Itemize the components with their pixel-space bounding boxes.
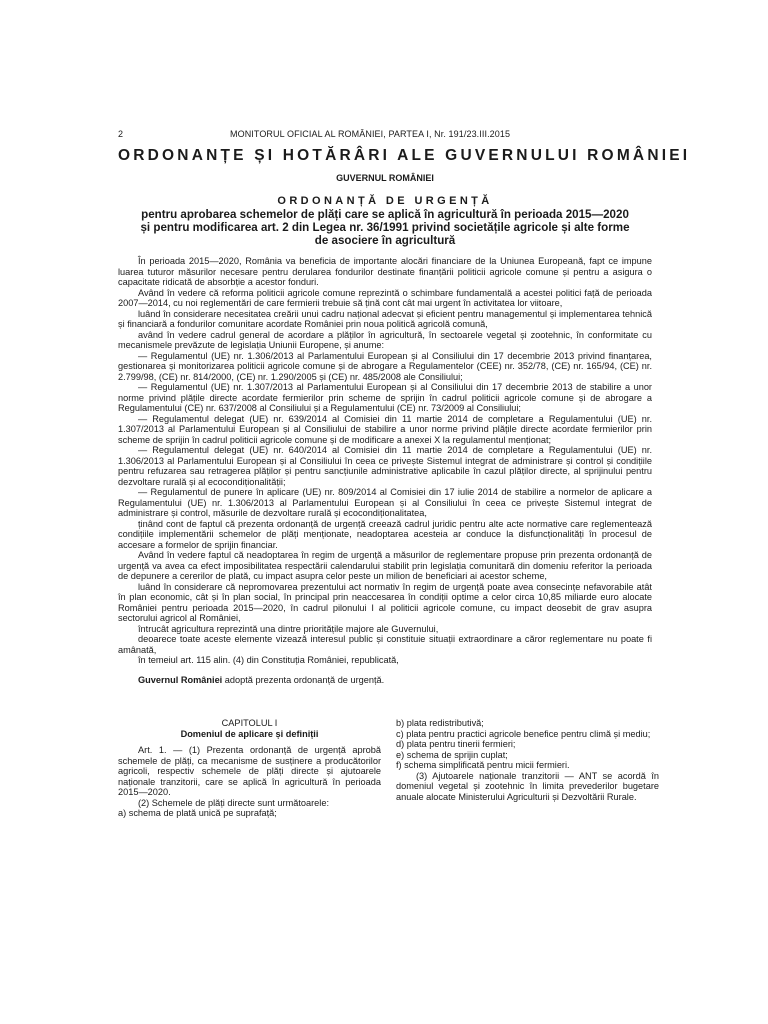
adoption-text: adoptă prezenta ordonanță de urgență. — [222, 674, 385, 685]
paragraph: luând în considerare necesitatea creării unui cadru național adecvat și eficient pentru managementul și implementarea tehnică și financiară a fondurilor comunitare acordate României prin noua politică agricolă comună, — [118, 308, 652, 329]
paragraph: întrucât agricultura reprezintă una dintre prioritățile majore ale Guvernului, — [138, 623, 439, 634]
paragraph: Având în vedere că reforma politicii agricole comune reprezintă o schimbare fundamentală a acestei politici față de perioada 2007—2014, cu noi reglementări de care fermierii trebuie să țină cont cât mai urgent în activitatea lor viitoare, — [118, 287, 652, 308]
issuer-name: GUVERNUL ROMÂNIEI — [336, 173, 434, 183]
paragraph: În perioada 2015—2020, România va beneficia de importante alocări financiare de la Uniunea Europeană, fapt ce impune luarea tuturor măsurilor necesare pentru derularea fondurilor destinate finanțării politicii agricole comune și pentru a asigura o capacitate ridicată de absorbție a acestor fonduri. — [118, 256, 652, 287]
paragraph: având în vedere cadrul general de acordare a plăților în agricultură, în sectoarele vegetal și zootehnic, în conformitate cu mecanismele prevăzute de legislația Uniunii Europene, și anume: — [118, 329, 652, 350]
article-paragraph: Art. 1. — (1) Prezenta ordonanță de urgență aprobă schemele de plăți, ca mecanisme de susținere a producătorilor agricoli, respectiv schemele de plăți directe și ajutoarele naționale tranzitorii, care se aplică în agricultură în perioada 2015—2020. — [118, 745, 381, 797]
ordinance-title — [118, 208, 652, 247]
article-paragraph: e) schema de sprijin cuplat; — [396, 749, 508, 760]
paragraph: — Regulamentul de punere în aplicare (UE) nr. 809/2014 al Comisiei din 17 iulie 2014 de stabilire a normelor de aplicare a Regulamentului (UE) nr. 1.306/2013 al Parlamentului European și al Consiliului în ceea ce privește Sistemul integrat de administrare și control, măsurile de dezvoltare rurală și ecocondiționalitatea, — [118, 487, 652, 518]
page-header — [118, 129, 638, 143]
section-title: ORDONANȚE ȘI HOTĂRÂRI ALE GUVERNULUI ROMÂNIEI — [118, 147, 691, 164]
article-paragraph: (2) Schemele de plăți directe sunt următoarele: — [138, 797, 329, 808]
article-paragraph: b) plata redistributivă; — [396, 718, 484, 728]
paragraph: Având în vedere faptul că neadoptarea în regim de urgență a măsurilor de reglementare propuse prin prezenta ordonanță de urgență va avea ca efect imposibilitatea respectării calendarului stabilit prin legislația comunitară din domeniu referitor la perioada de depunere a cererilor de plată, cu impact asupra celor peste un milion de beneficiari ai acestor scheme, — [118, 550, 652, 581]
paragraph: — Regulamentul (UE) nr. 1.307/2013 al Parlamentului European și al Consiliului din 17 decembrie 2013 de stabilire a unor norme privind plățile directe acordate fermierilor prin scheme de sprijin în cadrul politicii agricole comune și de abrogare a Regulamentului (CE) nr. 637/2008 al Consiliului și a Regulamentului (CE) nr. 73/2009 al Consiliului; — [118, 382, 652, 413]
article-paragraph: c) plata pentru practici agricole benefice pentru climă și mediu; — [396, 728, 651, 739]
gazette-header: MONITORUL OFICIAL AL ROMÂNIEI, PARTEA I, Nr. 191/23.III.2015 — [230, 129, 511, 139]
ordinance-title-line: pentru aprobarea schemelor de plăți care se aplică în agricultură în perioada 2015—2020 — [141, 208, 629, 221]
paragraph: în temeiul art. 115 alin. (4) din Constituția României, republicată, — [138, 655, 399, 665]
article-paragraph: (3) Ajutoarele naționale tranzitorii — ANT se acordă în domeniul vegetal și zootehnic în limita prevederilor bugetare anuale alocate Ministerului Agriculturii și Dezvoltării Rurale. — [396, 770, 659, 802]
paragraph: — Regulamentul (UE) nr. 1.306/2013 al Parlamentului European și al Consiliului din 17 decembrie 2013 privind finanțarea, gestionarea și monitorizarea politicii agricole comune și de abrogare a Regulamentelor (CEE) nr. 352/78, (CE) nr. 165/94, (CE) nr. 2.799/98, (CE) nr. 814/2000, (CE) nr. 1.290/2005 și (CE) nr. 485/2008 ale Consiliului; — [118, 350, 652, 382]
preamble — [118, 256, 652, 685]
chapter-label: CAPITOLUL I — [221, 718, 278, 728]
paragraph: ținând cont de faptul că prezenta ordonanță de urgență creează cadrul juridic pentru alte acte normative care reglementează condițiile implementării schemelor de plăți menționate, neadoptarea acesteia ar conduce la disfuncționalități în procesul de accesare a formelor de sprijin financiar. — [118, 518, 652, 550]
adoption-statement — [118, 675, 652, 686]
chapter-title: Domeniul de aplicare și definiții — [180, 728, 319, 739]
paragraph: deoarece toate aceste elemente vizează interesul public și constituie situații extraordinare a căror reglementare nu poate fi amânată, — [118, 634, 652, 655]
page-number: 2 — [118, 129, 124, 139]
ordinance-type: ORDONANȚĂ DE URGENȚĂ — [277, 195, 493, 207]
ordinance-title-line: de asociere în agricultură — [314, 234, 456, 247]
paragraph: — Regulamentul delegat (UE) nr. 639/2014 al Comisiei din 11 martie 2014 de completare a Regulamentului (UE) nr. 1.307/2013 al Parlamentului European și al Consiliului de stabilire a unor norme privind plățile directe acordate fermierilor prin scheme de sprijin în cadrul politicii agricole comune și de modificare a anexei X la regulamentul menționat; — [118, 413, 652, 445]
ordinance-title-line: și pentru modificarea art. 2 din Legea nr. 36/1991 privind societățile agricole și alte forme — [140, 221, 630, 234]
article-columns — [118, 718, 659, 828]
left-column — [118, 718, 381, 819]
article-paragraph: f) schema simplificată pentru micii fermieri. — [396, 760, 570, 770]
article-paragraph: a) schema de plată unică pe suprafață; — [118, 808, 277, 818]
paragraph: — Regulamentul delegat (UE) nr. 640/2014 al Comisiei din 11 martie 2014 de completare a Regulamentului (UE) nr. 1.306/2013 al Parlamentului European și al Consiliului în ceea ce privește Sistemul integrat de administrare și control și condițiile pentru refuzarea sau retragerea plăților și pentru sancțiunile administrative aplicabile în cazul plăților directe, al sprijinului pentru dezvoltare rurală și al ecocondiționalității; — [118, 445, 652, 487]
right-column — [396, 718, 659, 802]
article-paragraph: d) plata pentru tinerii fermieri; — [396, 739, 516, 749]
adoption-subject: Guvernul României — [138, 674, 223, 685]
paragraph: luând în considerare că nepromovarea prezentului act normativ în regim de urgență poate avea consecințe nefavorabile atât în plan economic, cât și în plan social, în principal prin neaccesarea în condiții optime a celor circa 10,85 miliarde euro alocate României pentru perioada 2015—2020, în cadrul pilonului I al politicii agricole comune, cu impact deosebit de grav asupra sectorului agricol al României, — [118, 581, 652, 623]
